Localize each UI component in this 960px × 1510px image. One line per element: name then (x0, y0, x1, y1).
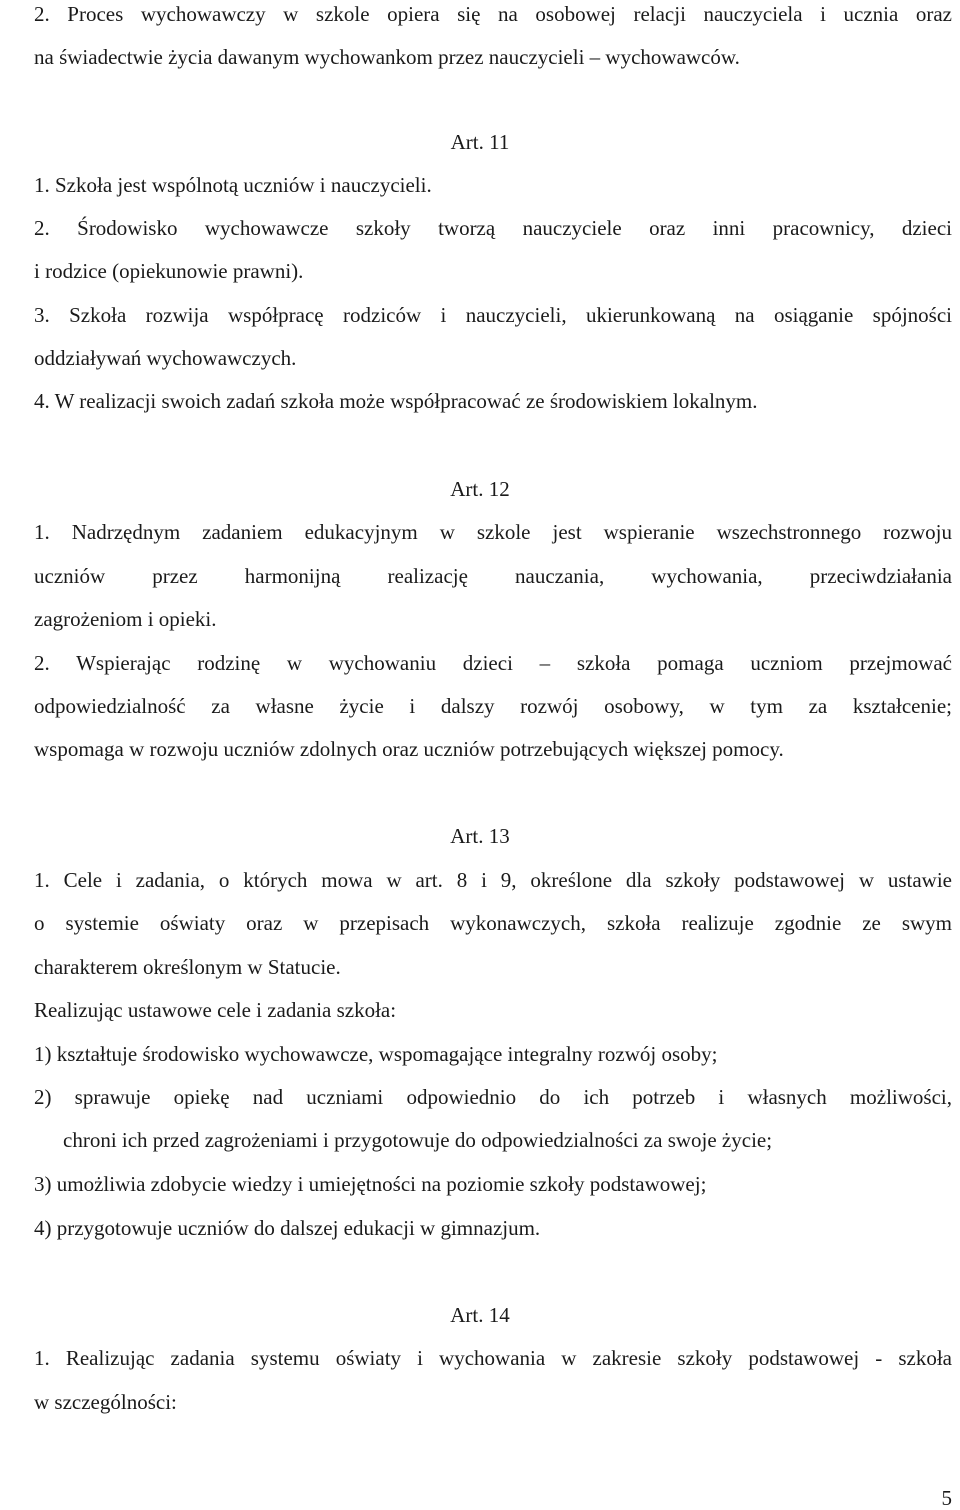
art11-item2-line2: i rodzice (opiekunowie prawni). (34, 259, 304, 283)
art14-item1-line1: 1. Realizując zadania systemu oświaty i wychowania w zakresie szkoły podstawowej - szkoła (34, 1346, 952, 1370)
art13-item1-line2: o systemie oświaty oraz w przepisach wykonawczych, szkoła realizuje zgodnie ze swym (34, 911, 952, 935)
art11-item3-line2: oddziaływań wychowawczych. (34, 346, 297, 370)
art12-item1-line1: 1. Nadrzędnym zadaniem edukacyjnym w szkole jest wspieranie wszechstronnego rozwoju (34, 520, 952, 544)
art10-item2-line2: na świadectwie życia dawanym wychowankom przez nauczycieli – wychowawców. (34, 45, 740, 69)
art12-heading: Art. 12 (450, 477, 510, 501)
art13-item1-line1: 1. Cele i zadania, o których mowa w art. 8 i 9, określone dla szkoły podstawowej w ustawie (34, 868, 952, 892)
art13-heading: Art. 13 (450, 824, 510, 848)
art11-heading: Art. 11 (450, 130, 510, 154)
art13-item1-line3: charakterem określonym w Statucie. (34, 955, 341, 979)
art12-item1-line3: zagrożeniom i opieki. (34, 607, 217, 631)
art11-item3-line1: 3. Szkoła rozwija współpracę rodziców i nauczycieli, ukierunkowaną na osiąganie spójności (34, 303, 952, 327)
art11-item1: 1. Szkoła jest wspólnotą uczniów i nauczycieli. (34, 173, 432, 197)
art13-list-item-4: 4) przygotowuje uczniów do dalszej edukacji w gimnazjum. (34, 1216, 541, 1240)
art13-list-item-2-line1: 2) sprawuje opiekę nad uczniami odpowiednio do ich potrzeb i własnych możliwości, (34, 1085, 952, 1109)
art13-intro: Realizując ustawowe cele i zadania szkoła: (34, 998, 397, 1022)
art12-item2-line2: odpowiedzialność za własne życie i dalszy rozwój osobowy, w tym za kształcenie; (34, 694, 952, 718)
art13-list-item-3: 3) umożliwia zdobycie wiedzy i umiejętności na poziomie szkoły podstawowej; (34, 1172, 707, 1196)
art10-item2-line1: 2. Proces wychowawczy w szkole opiera się na osobowej relacji nauczyciela i ucznia oraz (34, 2, 952, 26)
art12-item2-line1: 2. Wspierając rodzinę w wychowaniu dzieci – szkoła pomaga uczniom przejmować (34, 651, 952, 675)
art11-item4: 4. W realizacji swoich zadań szkoła może współpracować ze środowiskiem lokalnym. (34, 389, 758, 413)
art13-list-item-1: 1) kształtuje środowisko wychowawcze, wspomagające integralny rozwój osoby; (34, 1042, 718, 1066)
art14-heading: Art. 14 (450, 1303, 510, 1327)
art11-item2-line1: 2. Środowisko wychowawcze szkoły tworzą nauczyciele oraz inni pracownicy, dzieci (34, 216, 952, 240)
art12-item1-line2: uczniów przez harmonijną realizację nauczania, wychowania, przeciwdziałania (34, 564, 952, 588)
page-number: 5 (941, 1486, 952, 1510)
art13-list-item-2-line2: chroni ich przed zagrożeniami i przygotowuje do odpowiedzialności za swoje życie; (63, 1128, 773, 1152)
art12-item2-line3: wspomaga w rozwoju uczniów zdolnych oraz uczniów potrzebujących większej pomocy. (34, 737, 784, 761)
art14-item1-line2: w szczególności: (34, 1390, 177, 1414)
